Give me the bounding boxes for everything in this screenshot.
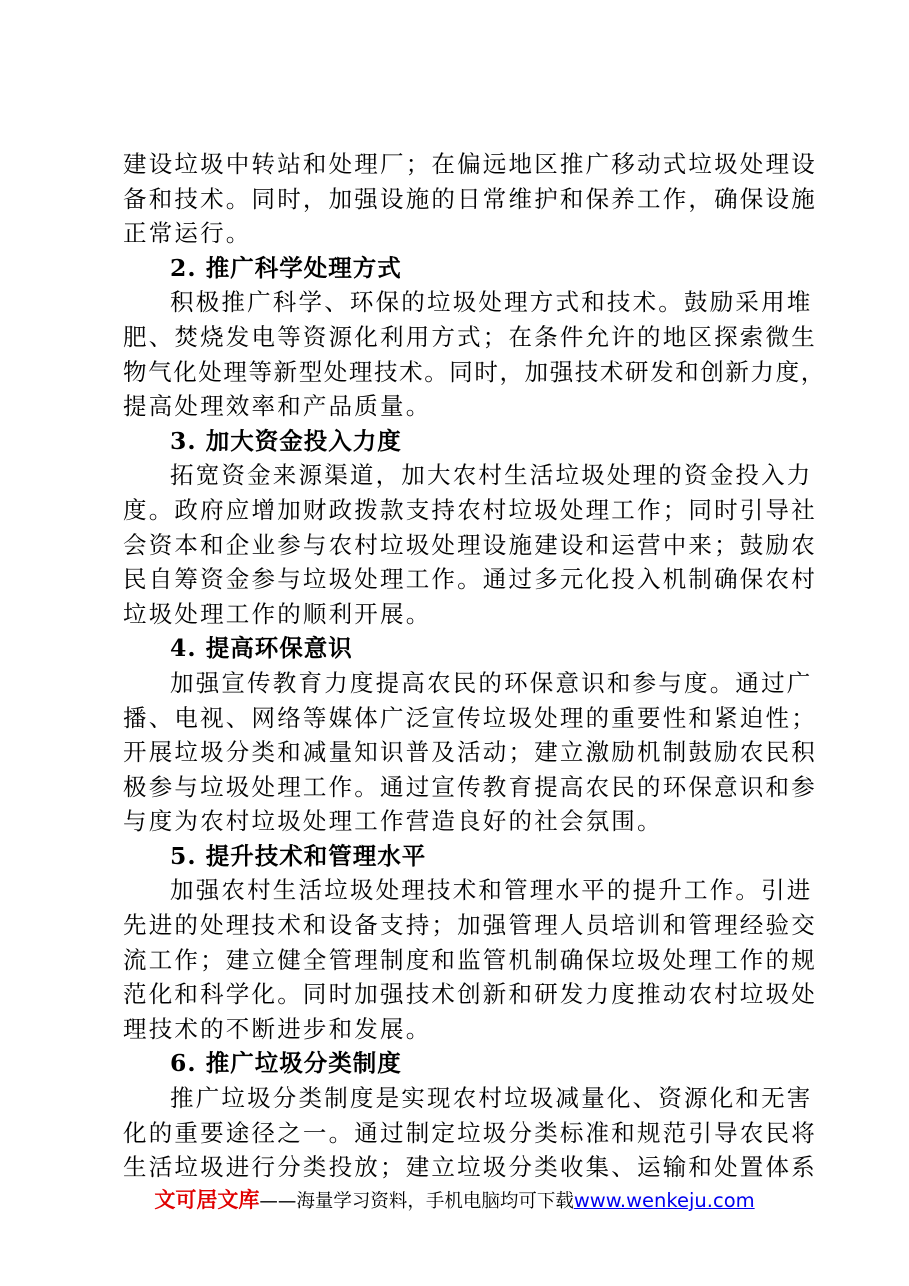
paragraph-line: 物气化处理等新型处理技术。同时，加强技术研发和创新力度， [123, 357, 826, 386]
paragraph-line: 先进的处理技术和设备支持；加强管理人员培训和管理经验交 [123, 911, 817, 940]
paragraph-line: 积极推广科学、环保的垃圾处理方式和技术。鼓励采用堆 [170, 288, 813, 317]
paragraph-line: 度。政府应增加财政拨款支持农村垃圾处理工作；同时引导社 [123, 495, 817, 524]
paragraph-line: 范化和科学化。同时加强技术创新和研发力度推动农村垃圾处 [123, 980, 817, 1009]
document-body [123, 147, 826, 1185]
paragraph-line: 播、电视、网络等媒体广泛宣传垃圾处理的重要性和紧迫性； [123, 703, 817, 732]
website-link[interactable]: www.wenkeju.com [573, 1189, 755, 1212]
section-heading: 5. 提升技术和管理水平 [170, 841, 427, 870]
paragraph-line: 垃圾处理工作的顺利开展。 [123, 599, 432, 628]
paragraph-line: 加强宣传教育力度提高农民的环保意识和参与度。通过广 [170, 668, 813, 697]
paragraph-line: 理技术的不断进步和发展。 [123, 1014, 432, 1043]
paragraph-line: 建设垃圾中转站和处理厂；在偏远地区推广移动式垃圾处理设 [123, 150, 817, 178]
footer-banner [0, 1184, 909, 1214]
section-heading: 2. 推广科学处理方式 [170, 253, 402, 282]
paragraph-line: 生活垃圾进行分类投放；建立垃圾分类收集、运输和处置体系 [123, 1153, 817, 1182]
section-heading: 3. 加大资金投入力度 [170, 426, 402, 455]
paragraph-line: 极参与垃圾处理工作。通过宣传教育提高农民的环保意识和参 [123, 772, 817, 801]
paragraph-line: 流工作；建立健全管理制度和监管机制确保垃圾处理工作的规 [123, 945, 817, 974]
footer-tagline: ——海量学习资料，手机电脑均可下载 [259, 1191, 574, 1212]
paragraph-line: 化的重要途径之一。通过制定垃圾分类标准和规范引导农民将 [123, 1118, 817, 1147]
paragraph-line: 民自筹资金参与垃圾处理工作。通过多元化投入机制确保农村 [123, 565, 817, 594]
paragraph-line: 会资本和企业参与农村垃圾处理设施建设和运营中来；鼓励农 [123, 530, 817, 559]
paragraph-line: 开展垃圾分类和减量知识普及活动；建立激励机制鼓励农民积 [123, 738, 817, 767]
paragraph-line: 加强农村生活垃圾处理技术和管理水平的提升工作。引进 [170, 876, 813, 905]
brand-name: 文可居文库 [154, 1188, 260, 1212]
paragraph-line: 肥、焚烧发电等资源化利用方式；在条件允许的地区探索微生 [123, 322, 817, 351]
paragraph-line: 提高处理效率和产品质量。 [123, 392, 432, 421]
section-heading: 6. 推广垃圾分类制度 [170, 1049, 402, 1078]
paragraph-line: 备和技术。同时，加强设施的日常维护和保养工作，确保设施 [123, 184, 817, 213]
paragraph-line: 推广垃圾分类制度是实现农村垃圾减量化、资源化和无害 [170, 1084, 813, 1113]
section-heading: 4. 提高环保意识 [170, 634, 353, 663]
paragraph-line: 与度为农村垃圾处理工作营造良好的社会氛围。 [123, 807, 663, 836]
paragraph-line: 拓宽资金来源渠道，加大农村生活垃圾处理的资金投入力 [170, 461, 813, 490]
paragraph-line: 正常运行。 [123, 219, 252, 248]
